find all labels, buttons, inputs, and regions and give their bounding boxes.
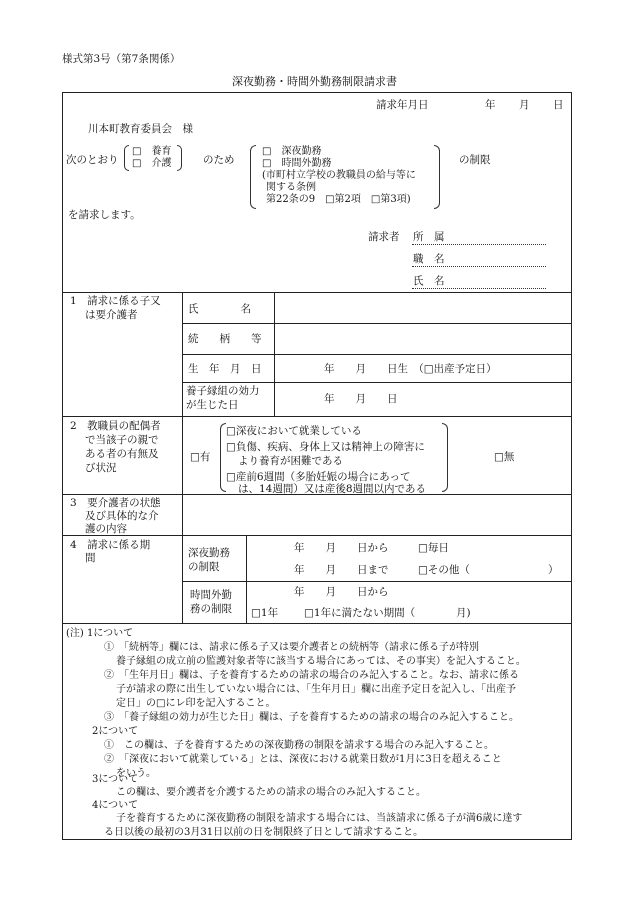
care-details-field[interactable]: [184, 497, 570, 533]
rule: [182, 323, 572, 324]
restriction-overtime[interactable]: □ 時間外勤務: [262, 158, 332, 169]
every-day-option[interactable]: □毎日: [418, 542, 449, 554]
requester-label: 請求者: [368, 231, 400, 243]
relation-label: 続 柄 等: [188, 333, 262, 345]
note-1-1-b: 養子縁組の成立前の監護対象者等に該当する場合にあっては、その事実）を記入すること。: [116, 656, 526, 667]
note-2-2-a: ② 「深夜において就業している」とは、深夜における就業日数が1月に3日を超えること: [104, 754, 502, 765]
night-from[interactable]: 年 月 日から: [294, 542, 389, 554]
requester-affiliation: 所 属: [413, 231, 445, 243]
adoption-value[interactable]: 年 月 日: [324, 393, 398, 405]
dob-label: 生 年 月 日: [188, 363, 262, 375]
note-2-1: ① この欄は、子を養育するための深夜勤務の制限を請求する場合のみ記入すること。: [104, 740, 494, 751]
rule: [182, 354, 572, 355]
night-label-1: 深夜勤務: [188, 547, 230, 559]
child-name-label: 氏 名: [188, 303, 251, 315]
less-than-close: 月): [456, 607, 471, 619]
position-line[interactable]: [412, 266, 546, 267]
intro-prefix: 次のとおり: [66, 154, 119, 166]
overtime-label-2: 務の制限: [190, 603, 232, 615]
note-1-2-a: ② 「生年月日」欄は、子を養育するための請求の場合のみ記入すること。なお、請求に係る: [104, 670, 519, 681]
requester-position: 職 名: [413, 253, 445, 265]
cond-birth-1[interactable]: □産前6週間（多胎妊娠の場合にあって: [226, 471, 411, 483]
intro-suffix: の制限: [459, 154, 491, 166]
cond-birth-2: は、14週間）又は産後8週間以内である: [238, 483, 427, 495]
intro-closing: を請求します。: [68, 209, 141, 221]
name-line[interactable]: [412, 288, 546, 289]
rule: [246, 535, 247, 623]
note-4-a: 子を養育するために深夜勤務の制限を請求する場合には、当該請求に係る子が満6歳に達す: [116, 813, 523, 824]
request-date-month: 月: [519, 99, 530, 111]
sec4-heading-1: 4 請求に係る期: [70, 539, 151, 551]
right-brace-conditions: [442, 423, 448, 492]
spouse-no[interactable]: □無: [494, 451, 515, 463]
restriction-night[interactable]: □ 深夜勤務: [262, 146, 322, 157]
spouse-yes[interactable]: □有: [190, 451, 211, 463]
note-1-2-c: 定日」の□にレ印を記入すること。: [116, 698, 276, 709]
rule: [62, 535, 572, 536]
form-title: 深夜勤務・時間外勤務制限請求書: [232, 75, 397, 88]
cond-illness-2: より養育が困難である: [238, 455, 343, 467]
sec1-heading-1: 1 請求に係る子又: [70, 295, 161, 307]
care-option-nursing[interactable]: □ 介護: [132, 158, 172, 169]
cond-illness-1[interactable]: □負傷、疾病、身体上又は精神上の障害に: [226, 441, 425, 453]
right-brace: [177, 145, 182, 171]
adoption-label-1: 養子縁組の効力: [186, 385, 260, 397]
request-date-year: 年: [485, 99, 496, 111]
rule: [62, 292, 572, 293]
law-ref-1: (市町村立学校の教職員の給与等に: [262, 170, 416, 181]
rule: [182, 292, 183, 623]
night-label-2: の制限: [188, 561, 220, 573]
note-4-b: る日以後の最初の3月31日以前の日を制限終了日として請求すること。: [104, 827, 424, 838]
note-1-3: ③ 「養子縁組の効力が生じた日」欄は、子を養育するための請求の場合のみ記入すること。: [104, 712, 519, 723]
child-name-field[interactable]: [276, 294, 570, 322]
form-number: 様式第3号（第7条関係）: [62, 53, 181, 65]
sec1-heading-2: は要介護者: [85, 309, 138, 321]
affiliation-line[interactable]: [412, 244, 546, 245]
rule: [182, 581, 572, 582]
intro-for: のため: [203, 154, 235, 166]
requester-name: 氏 名: [413, 275, 445, 287]
rule: [62, 416, 572, 417]
law-ref-3: 第22条の9 □第2項 □第3項): [266, 194, 411, 205]
notes-header: (注) 1について: [66, 628, 134, 639]
notes-h2: 2について: [92, 726, 139, 737]
sec3-heading-3: 護の内容: [85, 523, 127, 535]
sec2-heading-4: び状況: [85, 462, 117, 474]
sec2-heading-3: ある者の有無及: [85, 448, 159, 460]
other-close: ）: [548, 564, 559, 576]
rule: [182, 382, 572, 383]
overtime-label-1: 時間外勤: [190, 589, 232, 601]
sec4-heading-2: 間: [85, 552, 96, 564]
left-brace-restriction: [250, 145, 256, 209]
request-date-day: 日: [553, 99, 564, 111]
less-than-year-option[interactable]: □1年に満たない期間（: [304, 607, 416, 619]
right-brace-restriction: [434, 145, 440, 209]
night-to[interactable]: 年 月 日まで: [294, 564, 389, 576]
other-option[interactable]: □その他（: [418, 564, 470, 576]
dob-value[interactable]: 年 月 日生 （□出産予定日）: [324, 363, 497, 375]
sec3-heading-2: 及び具体的な介: [85, 510, 159, 522]
rule: [62, 623, 572, 624]
sec3-heading-1: 3 要介護者の状態: [70, 497, 161, 509]
note-2-2-b: をいう。: [116, 768, 156, 779]
law-ref-2: 関する条例: [266, 182, 316, 193]
note-1-1-a: ① 「続柄等」欄には、請求に係る子又は要介護者との続柄等（請求に係る子が特別: [104, 642, 479, 653]
relation-field[interactable]: [276, 325, 570, 353]
cond-night-work[interactable]: □深夜において就業している: [226, 425, 362, 437]
one-year-option[interactable]: □1年: [251, 607, 279, 619]
sec2-heading-1: 2 教職員の配偶者: [70, 420, 161, 432]
addressee: 川本町教育委員会 様: [88, 123, 193, 135]
note-3: この欄は、要介護者を介護するための請求の場合のみ記入すること。: [116, 787, 426, 798]
adoption-label-2: が生じた日: [186, 399, 239, 411]
note-1-2-b: 子が請求の際に出生していない場合には、「生年月日」欄に出産予定日を記入し、「出産予: [116, 684, 516, 695]
left-brace: [124, 145, 129, 171]
overtime-from[interactable]: 年 月 日から: [294, 586, 389, 598]
care-option-rearing[interactable]: □ 養育: [132, 146, 172, 157]
request-date-label: 請求年月日: [376, 99, 429, 111]
notes-h4: 4について: [92, 800, 139, 811]
notes-h3: 3について: [92, 774, 139, 785]
sec2-heading-2: で当該子の親で: [85, 434, 159, 446]
